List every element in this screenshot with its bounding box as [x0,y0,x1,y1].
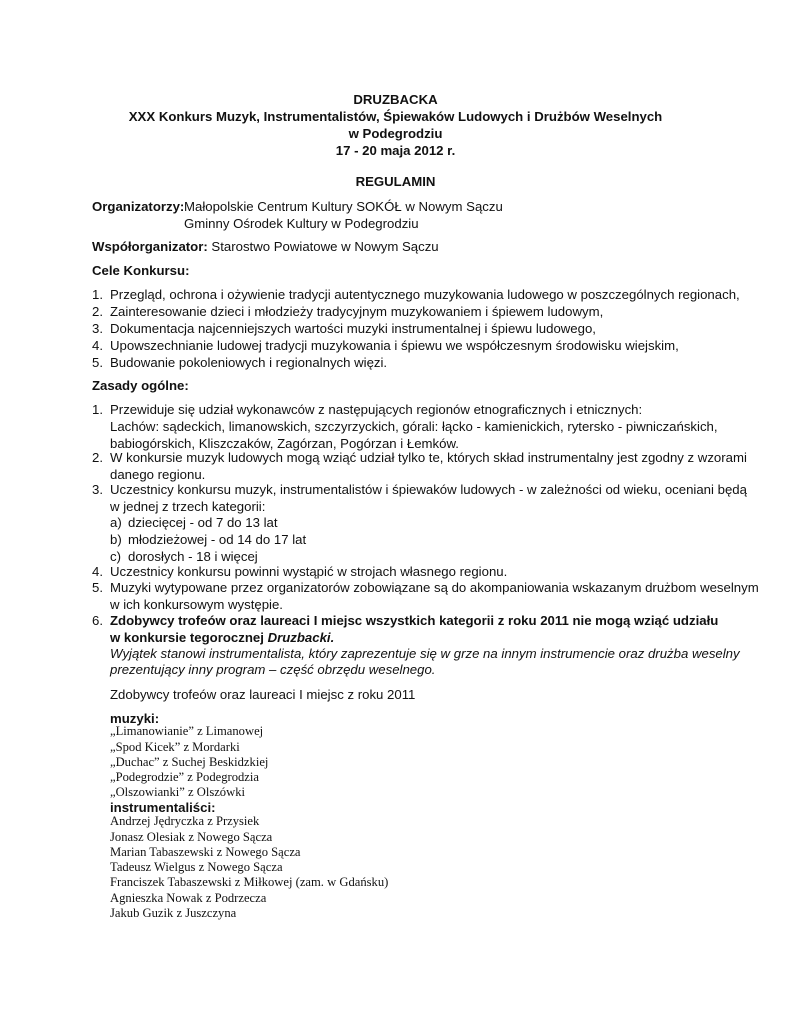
doc-location: w Podegrodziu [348,126,443,141]
regulamin-heading: REGULAMIN [355,174,436,189]
rule-5-line-1: Muzyki wytypowane przez organizatorów zobowiązane są do akompaniowania wskazanym drużbom weselnym [110,580,759,595]
doc-dates: 17 - 20 maja 2012 r. [335,143,456,158]
instrumentalists-label: instrumentaliści: [110,800,216,815]
rule-6-line-2-text: w konkursie tegorocznej [110,630,268,645]
list-number: 1. [92,287,103,302]
band-item: „Olszowianki” z Olszówki [110,785,245,799]
list-number: 5. [92,580,103,595]
coorganizer-label: Współorganizator: [92,239,208,254]
instrumentalist-item: Franciszek Tabaszewski z Miłkowej (zam. w Gdańsku) [110,875,389,889]
coorganizer-value: Starostwo Powiatowe w Nowym Sączu [207,239,439,254]
list-item: Zainteresowanie dzieci i młodzieży tradycyjnym muzykowaniem i śpiewem ludowym, [110,304,604,319]
doc-title: DRUZBACKA [353,92,438,107]
doc-subtitle: XXX Konkurs Muzyk, Instrumentalistów, Śpiewaków Ludowych i Drużbów Weselnych [128,109,663,124]
category-youth: młodzieżowej - od 14 do 17 lat [128,532,307,547]
rule-6-exception-2: prezentujący inny program – część obrzędu weselnego. [110,662,436,677]
goals-heading: Cele Konkursu: [92,263,190,278]
rule-2-line-1: W konkursie muzyk ludowych mogą wziąć udział tylko te, których skład instrumentalny jest zgodny z wzorami [110,450,747,465]
organizer-2: Gminny Ośrodek Kultury w Podegrodziu [184,216,419,231]
rule-3-line-2: w jednej z trzech kategorii: [110,499,266,514]
list-number: 5. [92,355,103,370]
organizer-1: Małopolskie Centrum Kultury SOKÓŁ w Nowym Sączu [184,199,503,214]
category-children: dziecięcej - od 7 do 13 lat [128,515,278,530]
sublist-letter: a) [110,515,122,530]
list-number: 6. [92,613,103,628]
band-item: „Podegrodzie” z Podegrodzia [110,770,259,784]
band-item: „Spod Kicek” z Mordarki [110,740,240,754]
rule-1-line-2: Lachów: sądeckich, limanowskich, szczyrzyckich, górali: łącko - kamienickich, rytersko - piwniczańskich, [110,419,718,434]
druzbacka-name: Druzbacki. [267,630,335,645]
list-number: 3. [92,482,103,497]
list-number: 4. [92,338,103,353]
rule-1-line-3: babiogórskich, Kliszczaków, Zagórzan, Pogórzan i Łemków. [110,436,459,451]
rule-6-exception-1: Wyjątek stanowi instrumentalista, który zaprezentuje się w grze na innym instrumencie oraz drużba weselny [110,646,740,661]
instrumentalist-item: Andrzej Jędryczka z Przysiek [110,814,260,828]
rule-1-line-1: Przewiduje się udział wykonawców z następujących regionów etnograficznych i etnicznych: [110,402,643,417]
rule-2-line-2: danego regionu. [110,467,206,482]
instrumentalist-item: Tadeusz Wielgus z Nowego Sącza [110,860,283,874]
rules-heading: Zasady ogólne: [92,378,189,393]
list-number: 1. [92,402,103,417]
band-item: „Limanowianie” z Limanowej [110,724,264,738]
winners-intro: Zdobywcy trofeów oraz laureaci I miejsc z roku 2011 [110,687,416,702]
rule-5-line-2: w ich konkursowym występie. [110,597,283,612]
list-item: Dokumentacja najcenniejszych wartości muzyki instrumentalnej i śpiewu ludowego, [110,321,596,336]
bands-label: muzyki: [110,711,160,726]
list-number: 4. [92,564,103,579]
rule-6-line-2 [110,629,334,646]
rule-6-line-1: Zdobywcy trofeów oraz laureaci I miejsc wszystkich kategorii z roku 2011 nie mogą wziąć udziału [110,613,719,628]
rule-3-line-1: Uczestnicy konkursu muzyk, instrumentalistów i śpiewaków ludowych - w zależności od wieku, oceniani będą [110,482,747,497]
instrumentalist-item: Marian Tabaszewski z Nowego Sącza [110,845,301,859]
sublist-letter: b) [110,532,122,547]
list-item: Przegląd, ochrona i ożywienie tradycji autentycznego muzykowania ludowego w poszczególnych regionach, [110,287,740,302]
instrumentalist-item: Jakub Guzik z Juszczyna [110,906,237,920]
band-item: „Duchac” z Suchej Beskidzkiej [110,755,269,769]
instrumentalist-item: Agnieszka Nowak z Podrzecza [110,891,267,905]
category-adults: dorosłych - 18 i więcej [128,549,258,564]
list-item: Upowszechnianie ludowej tradycji muzykowania i śpiewu we współczesnym środowisku wiejskim, [110,338,679,353]
list-number: 2. [92,304,103,319]
coorganizer-line [92,238,439,255]
sublist-letter: c) [110,549,121,564]
list-number: 3. [92,321,103,336]
rule-4-line-1: Uczestnicy konkursu powinni wystąpić w strojach własnego regionu. [110,564,508,579]
list-item: Budowanie pokoleniowych i regionalnych więzi. [110,355,388,370]
list-number: 2. [92,450,103,465]
instrumentalist-item: Jonasz Olesiak z Nowego Sącza [110,830,273,844]
organizers-label: Organizatorzy: [92,199,185,214]
